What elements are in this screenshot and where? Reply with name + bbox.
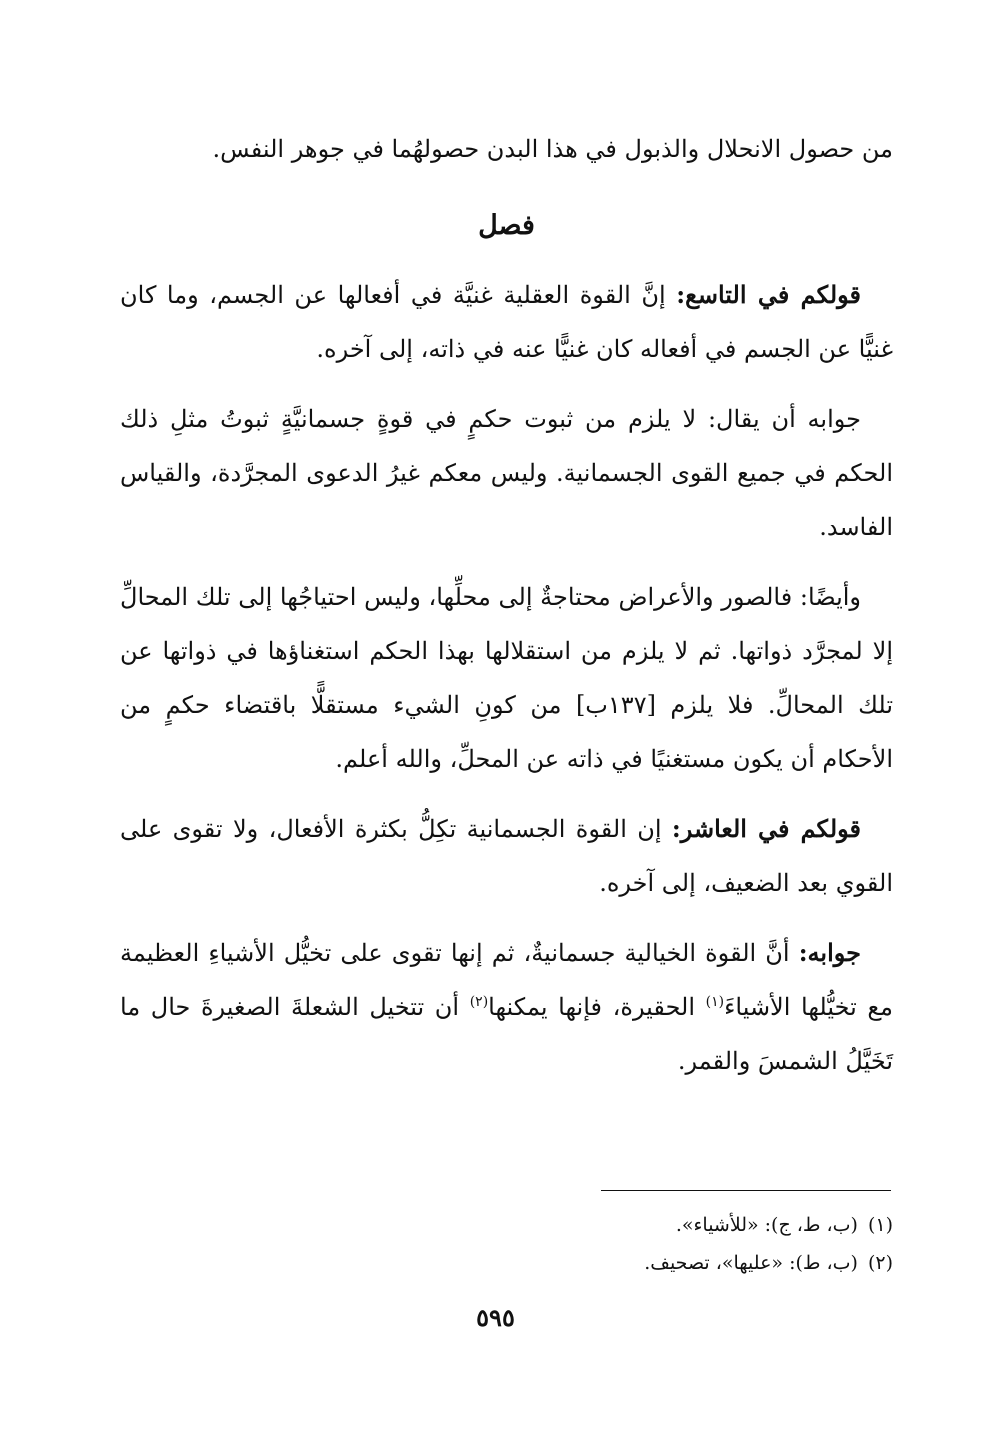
paragraph-text: أنَّ القوة الخيالية جسمانيةٌ، ثم إنها تقوى على تخيُّل الأشياءِ العظيمة مع تخيُّلها الأشياءَ [120, 939, 893, 1021]
paragraph-lead: قولكم في العاشر: [671, 814, 861, 843]
continuation-line: من حصول الانحلال والذبول في هذا البدن حصولهُما في جوهر النفس. [212, 135, 893, 163]
paragraph-answer-ninth: جوابه أن يقال: لا يلزم من ثبوت حكمٍ في قوةٍ جسمانيَّةٍ ثبوتُ مثلِ ذلك الحكم في جميع القوى الجسمانية. وليس معكم غيرُ الدعوى المجرَّدة، والقياس الفاسد. [120, 405, 893, 541]
footnote-text: (ب، ط، ج): «للأشياء». [675, 1214, 858, 1236]
main-text [120, 122, 893, 1104]
paragraph-lead: جوابه: [798, 938, 861, 967]
footnote-number: (٢) [867, 1252, 893, 1274]
footnote-ref-2[interactable]: (٢) [469, 994, 489, 1010]
footnote-number: (١) [867, 1214, 893, 1236]
footnote-item [120, 1244, 893, 1282]
paragraph-lead: قولكم في التاسع: [676, 280, 862, 309]
paragraph-text: أن تتخيل الشعلةَ الصغيرةَ حال ما تَخَيَّلُ الشمسَ والقمر. [120, 993, 893, 1075]
footnote-item [120, 1206, 893, 1244]
paragraph-text: إنَّ القوة العقلية غنيَّة في أفعالها عن الجسم، وما كان غنيًّا عن الجسم في أفعاله كان غنيًّا عنه في ذاته، إلى آخره. [120, 281, 893, 363]
footnote-text: (ب، ط): «عليها»، تصحيف. [644, 1252, 858, 1274]
footnotes [120, 1206, 893, 1282]
section-heading: فصل [478, 210, 535, 241]
page-number: ٥٩٥ [476, 1303, 515, 1332]
paragraph-text: إن القوة الجسمانية تكِلُّ بكثرة الأفعال، ولا تقوى على القوي بعد الضعيف، إلى آخره. [120, 815, 893, 897]
paragraph-ninth [120, 268, 893, 376]
footnote-divider [601, 1190, 891, 1191]
footnote-ref-1[interactable]: (١) [705, 994, 725, 1010]
paragraph-tenth [120, 802, 893, 910]
paragraph-furthermore: وأيضًا: فالصور والأعراض محتاجةٌ إلى محلِّها، وليس احتياجُها إلى تلك المحالِّ إلا لمجرَّد ذواتها. ثم لا يلزم من استقلالها بهذا الحكم استغناؤها في ذواتها عن تلك المحالِّ. فلا يلزم [١٣٧ب] من كونِ الشيء مستقلًّا باقتضاء حكمٍ من الأحكام أن يكون مستغنيًا في ذاته عن المحلِّ، والله أعلم. [120, 583, 893, 773]
paragraph-answer-tenth [120, 926, 893, 1088]
paragraph-text: الحقيرة، فإنها يمكنها [488, 993, 706, 1021]
